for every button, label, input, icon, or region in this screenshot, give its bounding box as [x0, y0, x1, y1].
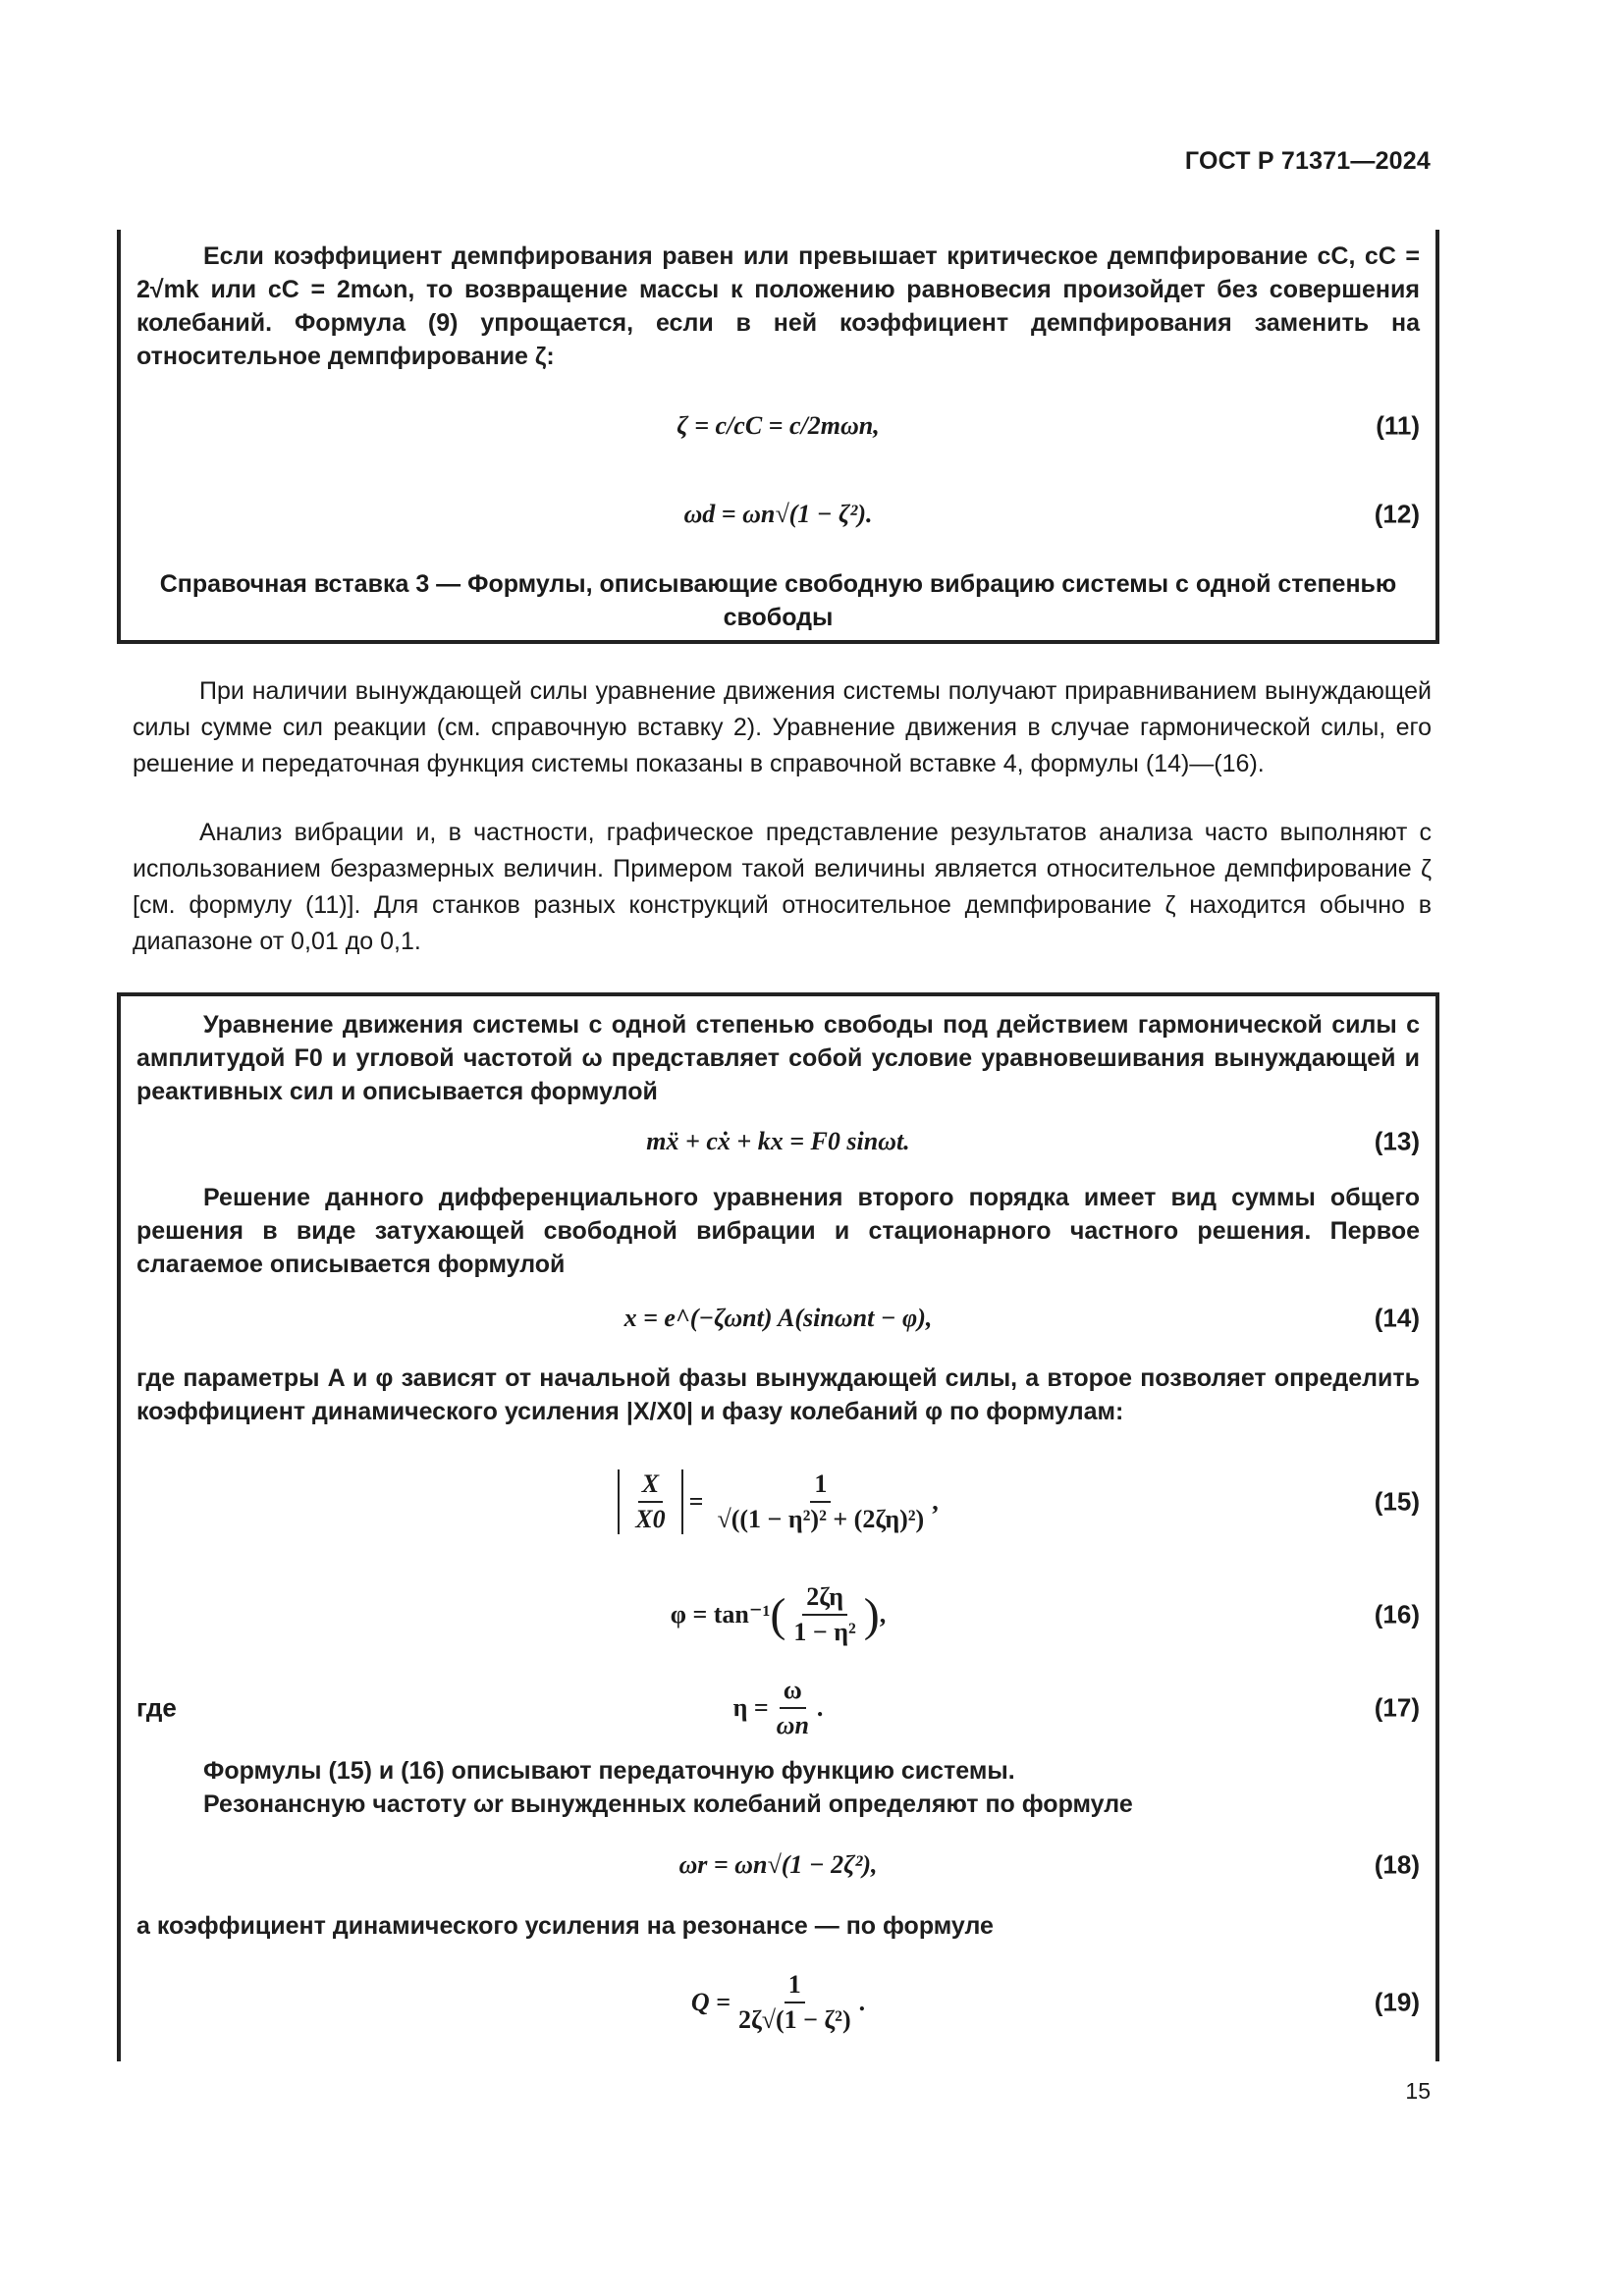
- insert-4-paragraph-2: Решение данного дифференциального уравнения второго порядка имеет вид суммы общего решения в виде затухающей свободной вибрации и стационарного частного решения. Первое слагаемое описывается формулой: [136, 1184, 1420, 1278]
- formula-15-lhs-denominator: X0: [635, 1505, 666, 1533]
- formula-17-prefix: η =: [732, 1693, 769, 1722]
- formula-18-expression: ωr = ωn√(1 − 2ζ²),: [678, 1850, 878, 1879]
- formula-19-number: (19): [1374, 1987, 1420, 2017]
- formula-17: где η = $\frac{\omega}{\omega n}$ . (17): [136, 1676, 1420, 1739]
- formula-18-number: (18): [1374, 1849, 1420, 1880]
- formula-16-denominator: 1 − η²: [793, 1618, 856, 1646]
- formula-12-expression: ωd = ωn√(1 − ζ²).: [683, 500, 873, 528]
- formula-16-prefix: φ = tan⁻¹: [670, 1600, 771, 1629]
- formula-15-rhs-numerator: 1: [810, 1469, 831, 1503]
- insert-3-paragraph: Если коэффициент демпфирования равен или превышает критическое демпфирование cC, cC = 2√mk или cC = 2mωn, то возвращение массы к положению равновесия произойдет без совершения колебаний. Формула (9) упрощается, если в ней коэффициент демпфирования заменить на относительное демпфирование ζ:: [136, 242, 1420, 370]
- body-paragraph-1: При наличии вынуждающей силы уравнение движения системы получают приравниванием вынуждающей силы сумме сил реакции (см. справочную вставку 2). Уравнение движения в случае гармонической силы, его решение и передаточная функция системы показаны в справочной вставке 4, формулы (14)—(16).: [133, 677, 1432, 777]
- insert-4-paragraph-1: Уравнение движения системы с одной степенью свободы под действием гармонической силы с амплитудой F0 и угловой частотой ω представляет собой условие уравновешивания вынуждающей и реактивных сил и описывается формулой: [136, 1011, 1420, 1105]
- formula-14-expression: x = e^(−ζωnt) A(sinωnt − φ),: [623, 1304, 933, 1332]
- body-paragraph-2: Анализ вибрации и, в частности, графическое представление результатов анализа часто выполняют с использованием безразмерных величин. Примером такой величины является относительное демпфирование ζ [см. формулу (11)]. Для станков разных конструкций относительное демпфирование ζ находится обычно в диапазоне от 0,01 до 0,1.: [133, 819, 1432, 955]
- formula-19: Q = $\frac{1}{\text{2ζ√(1 − ζ²)}}$ . (19): [690, 1970, 1420, 2034]
- formula-12-number: (12): [1374, 499, 1420, 529]
- formula-17-denominator: ωn: [776, 1711, 809, 1739]
- formula-14: [121, 1289, 1435, 1348]
- formula-11-number: (11): [1376, 410, 1420, 441]
- formula-19-numerator: 1: [785, 1970, 805, 2003]
- formula-16-numerator: 2ζη: [802, 1582, 847, 1616]
- formula-11-expression: ζ = c/cC = c/2mωn,: [677, 411, 880, 440]
- insert-4-paragraph-3: где параметры A и φ зависят от начальной фазы вынуждающей силы, а второе позволяет определить коэффициент динамического усиления |X/X0| и фазу колебаний φ по формулам:: [136, 1364, 1420, 1425]
- formula-19-prefix: Q =: [690, 1988, 731, 2016]
- formula-17-number: (17): [1374, 1692, 1420, 1723]
- formula-13-number: (13): [1374, 1126, 1420, 1156]
- formula-18: [121, 1831, 1435, 1899]
- reference-insert-4: [117, 992, 1439, 2061]
- page-number: 15: [1405, 2078, 1431, 2104]
- formula-13: [121, 1112, 1435, 1171]
- insert-4-paragraph-6: а коэффициент динамического усиления на резонансе — по формуле: [136, 1912, 994, 1940]
- insert-4-paragraph-4: Формулы (15) и (16) описывают передаточную функцию системы.: [203, 1757, 1015, 1785]
- formula-17-numerator: ω: [780, 1676, 806, 1709]
- formula-15: $\frac{X}{X0}$ = $\frac{1}{\text{√((1 − η²)² + (2ζη)²)}}$ , (15): [121, 1453, 1435, 1551]
- reference-insert-3: [117, 230, 1439, 644]
- insert-4-paragraph-5: Резонансную частоту ωr вынужденных колебаний определяют по формуле: [203, 1790, 1133, 1818]
- formula-17-lead: где: [136, 1692, 177, 1723]
- formula-12: [121, 475, 1435, 554]
- formula-15-lhs-numerator: X: [638, 1469, 663, 1503]
- document-header: ГОСТ Р 71371—2024: [1184, 147, 1431, 175]
- formula-13-expression: mẍ + cẋ + kx = F0 sinωt.: [646, 1127, 910, 1155]
- formula-15-rhs-denominator: √((1 − η²)² + (2ζη)²): [717, 1505, 925, 1533]
- formula-15-number: (15): [1374, 1486, 1420, 1517]
- insert-3-caption: Справочная вставка 3 — Формулы, описывающие свободную вибрацию системы с одной степенью свободы: [159, 570, 1397, 631]
- formula-11: [121, 387, 1435, 465]
- formula-14-number: (14): [1374, 1303, 1420, 1333]
- formula-16-number: (16): [1374, 1599, 1420, 1629]
- formula-19-denominator: 2ζ√(1 − ζ²): [737, 2005, 851, 2034]
- formula-16: φ = tan⁻¹ ( $\frac{2\zeta\eta}{\text{1 − η²}}$ ) , (16): [670, 1582, 1420, 1646]
- formula-15-lhs: [618, 1469, 682, 1534]
